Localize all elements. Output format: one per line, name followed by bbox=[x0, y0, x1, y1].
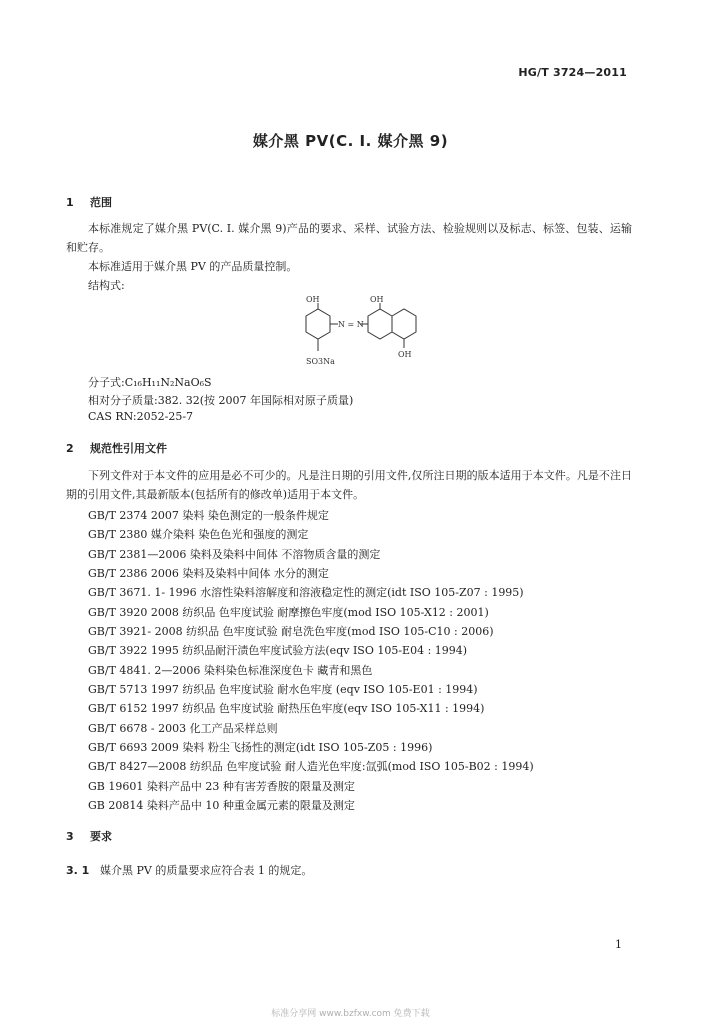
section-number: 1 bbox=[66, 196, 74, 209]
reference-item: GB/T 3920 2008 纺织品 色牢度试验 耐摩擦色牢度(mod ISO 105-X12 : 2001) bbox=[88, 605, 489, 619]
reference-item: GB/T 6152 1997 纺织品 色牢度试验 耐热压色牢度(eqv ISO 105-X11 : 1994) bbox=[88, 702, 485, 716]
section-2-heading bbox=[66, 440, 167, 456]
structural-formula bbox=[284, 294, 434, 370]
section-1-heading bbox=[66, 194, 112, 210]
section-title: 要求 bbox=[90, 830, 112, 843]
so3na-label: SO3Na bbox=[306, 357, 335, 366]
section-title: 规范性引用文件 bbox=[90, 442, 167, 455]
section-title: 范围 bbox=[90, 196, 112, 209]
reference-item: GB/T 5713 1997 纺织品 色牢度试验 耐水色牢度 (eqv ISO 105-E01 : 1994) bbox=[88, 683, 478, 697]
reference-item: GB/T 6693 2009 染料 粉尘飞扬性的测定(idt ISO 105-Z05 : 1996) bbox=[88, 741, 433, 755]
page-number: 1 bbox=[615, 938, 622, 951]
reference-item: GB/T 2381—2006 染料及染料中间体 不溶物质含量的测定 bbox=[88, 547, 381, 561]
reference-item: GB/T 2386 2006 染料及染料中间体 水分的测定 bbox=[88, 567, 329, 581]
standard-code: HG/T 3724—2011 bbox=[518, 66, 627, 79]
reference-item: GB/T 2380 媒介染料 染色色光和强度的测定 bbox=[88, 528, 309, 542]
section-number: 3 bbox=[66, 830, 74, 843]
reference-item: GB/T 4841. 2—2006 染料染色标准深度色卡 藏青和黑色 bbox=[88, 663, 373, 677]
reference-item: GB 20814 染料产品中 10 种重金属元素的限量及测定 bbox=[88, 799, 355, 813]
section-number: 2 bbox=[66, 442, 74, 455]
reference-item: GB/T 2374 2007 染料 染色测定的一般条件规定 bbox=[88, 509, 329, 522]
structure-label: 结构式: bbox=[88, 279, 125, 292]
clause-text: 媒介黑 PV 的质量要求应符合表 1 的规定。 bbox=[100, 864, 313, 877]
reference-item: GB/T 3671. 1- 1996 水溶性染料溶解度和溶液稳定性的测定(idt ISO 105-Z07 : 1995) bbox=[88, 586, 524, 600]
oh-right-label: OH bbox=[370, 295, 384, 304]
references-intro: 下列文件对于本文件的应用是必不可少的。凡是注日期的引用文件,仅所注日期的版本适用于本文件。凡是不注日期的引用文件,其最新版本(包括所有的修改单)适用于本文件。 bbox=[66, 469, 632, 501]
oh-left-label: OH bbox=[306, 295, 320, 304]
reference-item: GB/T 6678 - 2003 化工产品采样总则 bbox=[88, 721, 278, 735]
reference-item: GB/T 3922 1995 纺织品耐汗渍色牢度试验方法(eqv ISO 105-E04 : 1994) bbox=[88, 644, 468, 658]
benzene-ring-left bbox=[306, 309, 330, 339]
clause-number: 3. 1 bbox=[66, 864, 90, 877]
reference-item: GB/T 3921- 2008 纺织品 色牢度试验 耐皂洗色牢度(mod ISO 105-C10 : 2006) bbox=[88, 625, 494, 639]
scope-paragraph-2: 本标准适用于媒介黑 PV 的产品质量控制。 bbox=[88, 260, 298, 273]
oh-bottom-label: OH bbox=[398, 350, 412, 359]
section-3-heading bbox=[66, 828, 112, 844]
naphthalene-ring-a bbox=[368, 309, 392, 339]
reference-list bbox=[88, 506, 534, 816]
cas-number: CAS RN:2052-25-7 bbox=[88, 410, 194, 423]
document-title: 媒介黑 PV(C. I. 媒介黑 9) bbox=[252, 132, 449, 150]
molecular-formula: 分子式:C₁₆H₁₁N₂NaO₆S bbox=[88, 376, 212, 389]
reference-item: GB/T 8427—2008 纺织品 色牢度试验 耐人造光色牢度:氙弧(mod ISO 105-B02 : 1994) bbox=[88, 760, 534, 774]
azo-label: N = N bbox=[338, 320, 364, 329]
clause-3-1 bbox=[66, 862, 312, 878]
naphthalene-ring-b bbox=[392, 309, 416, 339]
molecular-mass: 相对分子质量:382. 32(按 2007 年国际相对原子质量) bbox=[88, 394, 354, 407]
watermark-footer: 标准分享网 www.bzfxw.com 免费下载 bbox=[271, 1009, 430, 1019]
reference-item: GB 19601 染料产品中 23 种有害芳香胺的限量及测定 bbox=[88, 779, 355, 793]
scope-paragraph-1: 本标准规定了媒介黑 PV(C. I. 媒介黑 9)产品的要求、采样、试验方法、检验规则以及标志、标签、包装、运输和贮存。 bbox=[66, 222, 632, 254]
